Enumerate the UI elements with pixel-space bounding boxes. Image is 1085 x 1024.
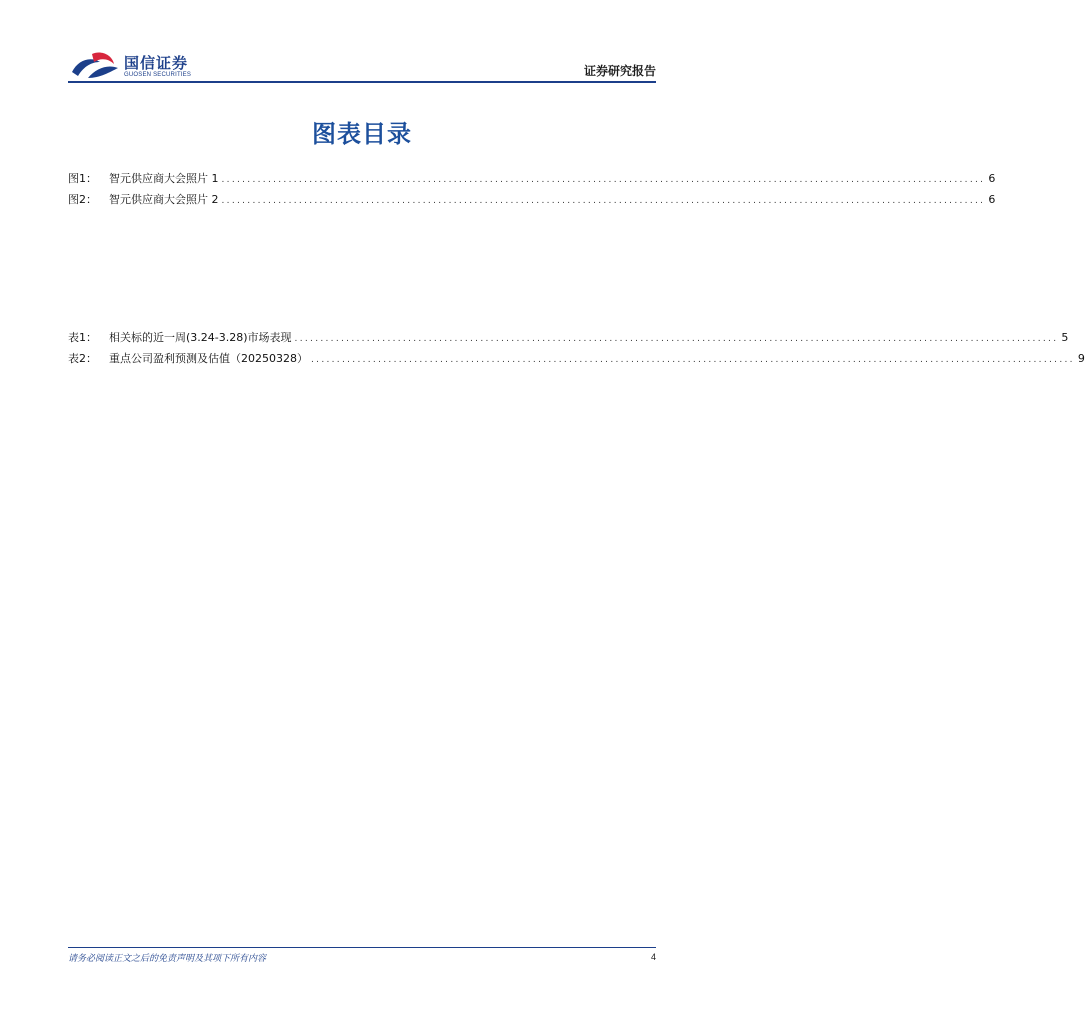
- figure-list: [68, 170, 996, 212]
- toc-entry-page: 6: [988, 193, 996, 206]
- toc-dot-leader: ....................................................................................................................................................: [221, 196, 986, 206]
- footer-divider: [68, 947, 656, 948]
- toc-entry-table-1[interactable]: [68, 329, 1069, 350]
- toc-entry-prefix: 图1：: [68, 172, 97, 185]
- toc-entry-prefix: 表1：: [68, 331, 97, 344]
- toc-entry-title: 重点公司盈利预测及估值（20250328）: [109, 352, 308, 365]
- toc-entry-title: 智元供应商大会照片 2: [109, 193, 219, 206]
- toc-entry-figure-1[interactable]: [68, 170, 996, 191]
- toc-entry-figure-2[interactable]: [68, 191, 996, 212]
- toc-dot-leader: ....................................................................................................................................................: [221, 175, 986, 185]
- toc-entry-title: 相关标的近一周(3.24-3.28)市场表现: [109, 331, 292, 344]
- page-title: 图表目录: [312, 120, 412, 148]
- footer-disclaimer: 请务必阅读正文之后的免责声明及其项下所有内容: [68, 954, 267, 964]
- toc-entry-page: 6: [988, 172, 996, 185]
- toc-entry-prefix: 图2：: [68, 193, 97, 206]
- table-list: [68, 329, 1085, 371]
- toc-entry-page: 5: [1061, 331, 1069, 344]
- header-divider: [68, 81, 656, 83]
- toc-dot-leader: ....................................................................................................................................................: [311, 355, 1075, 365]
- report-header: [68, 48, 656, 84]
- toc-entry-prefix: 表2：: [68, 352, 97, 365]
- toc-dot-leader: ....................................................................................................................................................: [294, 334, 1059, 344]
- guosen-logo-icon: [70, 50, 120, 82]
- toc-entry-page: 9: [1077, 352, 1085, 365]
- toc-entry-table-2[interactable]: [68, 350, 1085, 371]
- page-number: 4: [650, 952, 656, 962]
- toc-entry-title: 智元供应商大会照片 1: [109, 172, 219, 185]
- brand-name-en: GUOSEN SECURITIES: [124, 72, 192, 78]
- brand-name-cn: 国信证券: [124, 54, 189, 72]
- report-type-label: 证券研究报告: [583, 64, 656, 78]
